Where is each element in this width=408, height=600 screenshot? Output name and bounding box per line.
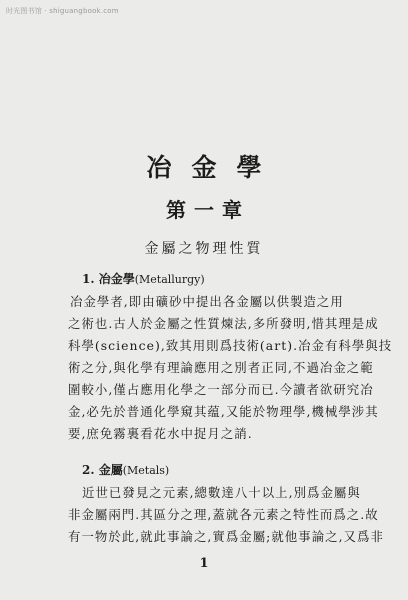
section-heading-english: (Metals) (122, 464, 170, 477)
section-heading-metallurgy (82, 270, 205, 287)
text-line: 非金屬兩門.其區分之理,蓋就各元素之特性而爲之.故 (68, 507, 379, 522)
paragraph-metallurgy (68, 291, 393, 445)
section-heading-text: 2. 金屬 (82, 463, 123, 477)
text-line: 圍較小,僅占應用化學之一部分而已.今讀者欲研究冶 (68, 382, 374, 397)
text-line: 有一物於此,就此事論之,實爲金屬;就他事論之,又爲非 (68, 529, 384, 544)
book-title: 冶金學 (146, 153, 282, 182)
text-line: 之術也.古人於金屬之性質煉法,多所發明,惜其理是成 (68, 316, 379, 331)
section-heading-text: 1. 冶金學 (82, 272, 135, 286)
section-heading-metals (82, 461, 169, 478)
watermark: 时光图书馆 · shiguangbook.com (6, 7, 119, 15)
text-line: 術之分,與化學有理論應用之別者正同,不過冶金之範 (68, 360, 374, 375)
page-number: 1 (199, 556, 209, 571)
chapter-title: 第一章 (166, 198, 250, 222)
text-line: 近世已發見之元素,總數達八十以上,別爲金屬與 (82, 485, 361, 500)
paragraph-metals (68, 482, 384, 548)
section-heading-english: (Metallurgy) (134, 273, 205, 286)
text-line: 金,必先於普通化學窺其蕴,又能於物理學,機械學涉其 (68, 404, 379, 419)
text-line: 要,庶免霧裏看花水中捉月之誚. (68, 426, 253, 441)
text-line: 冶金學者,即由礦砂中提出各金屬以供製造之用 (70, 294, 344, 309)
text-line: 科學(science),致其用則爲技術(art).冶金有科學與技 (68, 338, 393, 353)
chapter-subtitle: 金屬之物理性質 (144, 241, 264, 257)
